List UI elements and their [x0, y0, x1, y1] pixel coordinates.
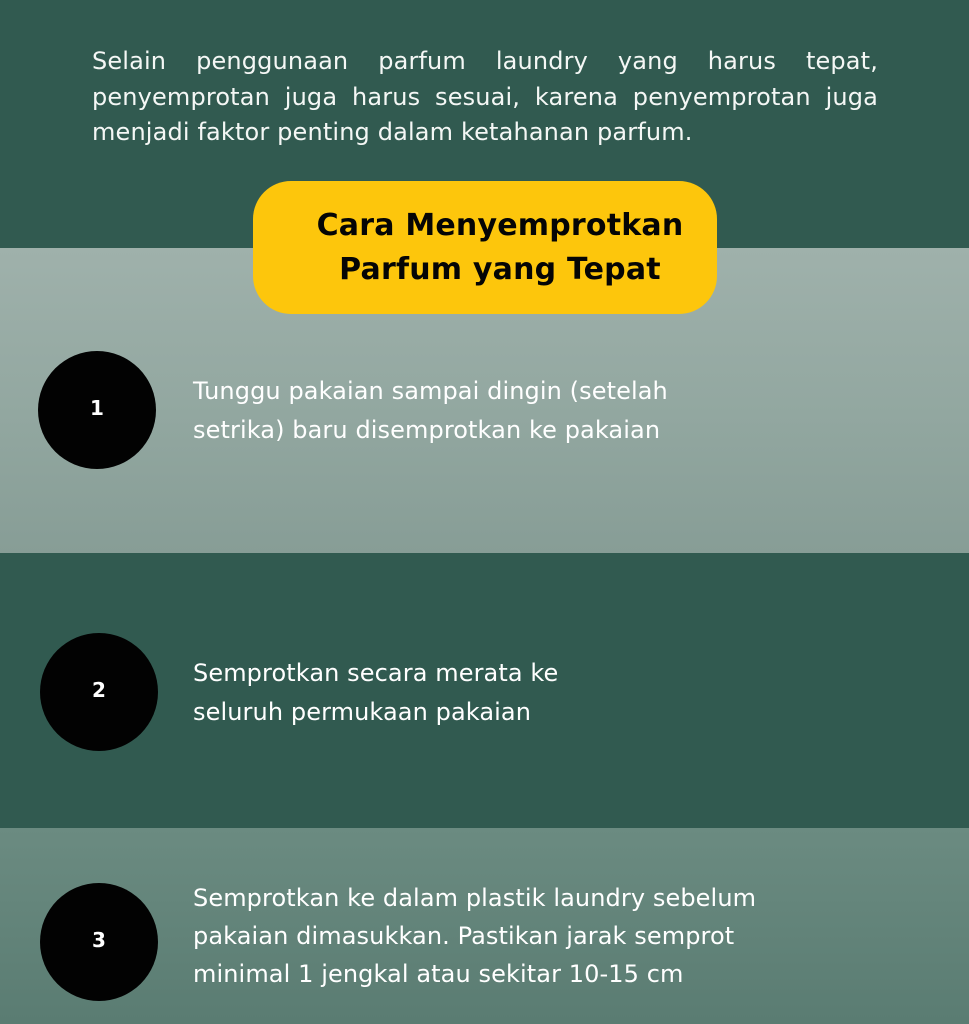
step-2-text-line-2: seluruh permukaan pakaian: [193, 698, 532, 726]
step-3-text-line-1: Semprotkan ke dalam plastik laundry sebelum: [193, 884, 757, 912]
step-1-text-line-1: Tunggu pakaian sampai dingin (setelah: [193, 377, 668, 405]
step-2-number-badge: [40, 633, 158, 751]
intro-paragraph: Selain penggunaan parfum laundry yang harus tepat, penyemprotan juga harus sesuai, karena penyemprotan juga menjadi faktor penting dalam ketahanan parfum.: [92, 47, 878, 146]
step-1-number-badge: [38, 351, 156, 469]
step-3-text-line-3: minimal 1 jengkal atau sekitar 10-15 cm: [193, 960, 684, 988]
step-3-number: 3: [92, 928, 106, 952]
step-3-number-badge: [40, 883, 158, 1001]
step-1-text: [193, 372, 668, 450]
step-1-text-line-2: setrika) baru disemprotkan ke pakaian: [193, 416, 661, 444]
step-3-text: [193, 879, 756, 993]
heading-line-2: Parfum yang Tepat: [339, 251, 661, 287]
heading-line-1: Cara Menyemprotkan: [316, 207, 684, 243]
step-2-number: 2: [92, 678, 106, 702]
step-2-text-line-1: Semprotkan secara merata ke: [193, 659, 559, 687]
step-2-text: [193, 654, 558, 732]
step-1-number: 1: [90, 396, 104, 420]
step-3-text-line-2: pakaian dimasukkan. Pastikan jarak semprot: [193, 922, 735, 950]
heading-pill: [253, 181, 717, 314]
